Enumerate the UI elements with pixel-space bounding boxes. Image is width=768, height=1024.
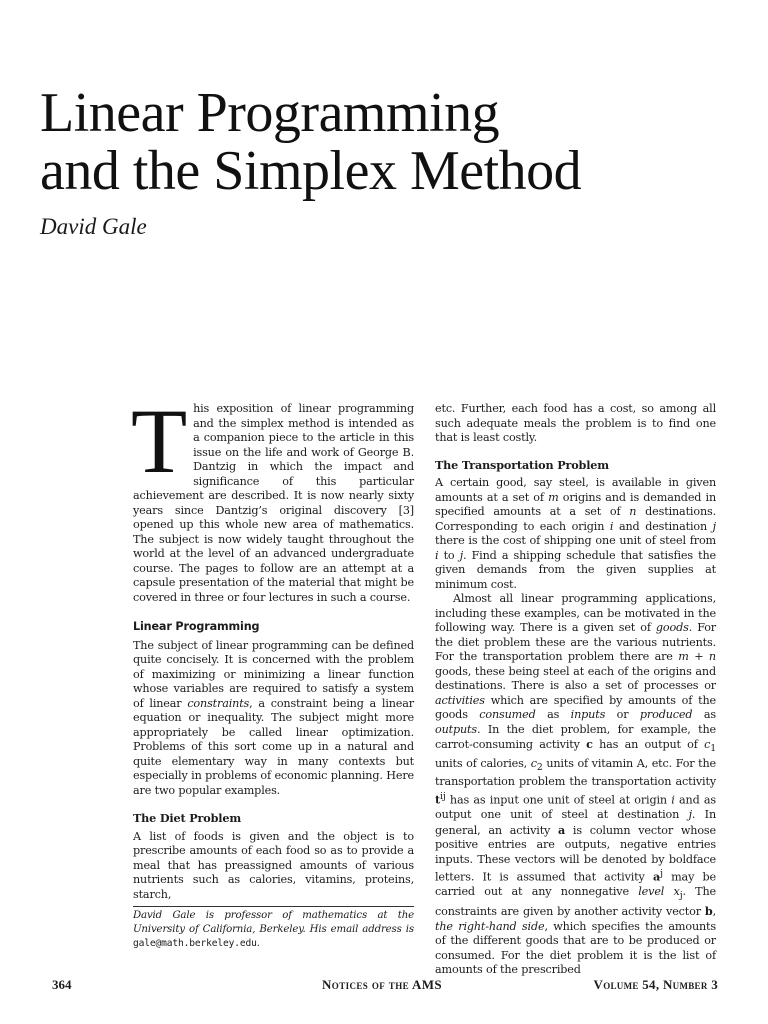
term-produced: produced [639,708,693,721]
var-m: m [548,490,559,504]
vector-c: c [586,737,593,751]
ap-text: . The constraints are given by another activity vector [435,885,717,919]
var-i: i [435,548,439,562]
ap-text: units of calories, [435,756,531,770]
term-outputs: outputs [435,722,477,736]
term-consumed: consumed [479,708,536,721]
var-i: i [671,793,675,807]
lp-text-b: , a constraint being a linear equation or inequality. The subject might more appropriately be called linear optimization. Problems of this sort come up in a natural and quite elementary way in many contexts but especially in problems of economic planning. Here are two popular examples. [133,696,414,797]
ap-text: may be carried out at any nonnegative [435,870,716,899]
intro-paragraph [131,390,414,605]
var-c1: c [704,738,711,751]
ap-text: . In general, an activity [435,808,717,837]
subscript-j: j [679,890,683,902]
ap-text: . In the diet problem, for example, the carrot-consuming activity [435,722,716,751]
title-line-1: Linear Programming [40,82,500,144]
ap-text: which are specified by amounts of the goods [435,693,716,721]
transportation-paragraph [435,476,716,592]
tp-text: . Find a shipping schedule that satisfies the given demands from the given supplies at minimum cost. [435,548,717,591]
term-goods: goods [655,621,689,634]
article-title [40,84,740,200]
vector-b: b [704,904,713,919]
vector-a: a [558,822,566,837]
subscript-2: 2 [536,761,543,773]
volume-info: Volume 54, Number 3 [593,977,718,992]
ap-text: . For the diet problem these are the various nutrients. For the transportation problem there are [435,621,716,663]
ap-text: and as output one unit of steel at destination [435,793,717,822]
ap-text: as [692,708,716,721]
expr-m-plus-n: m + n [678,650,716,663]
var-i: i [609,519,614,533]
var-xj: x [673,885,680,899]
page-footer [52,977,718,995]
right-column [435,402,716,978]
ap-text: , [712,905,716,919]
term-activities: activities [435,693,485,707]
tp-text: there is the cost of shipping one unit of steel from [435,534,716,547]
var-j: j [712,519,716,533]
footnote-end: . [256,938,260,949]
ap-text: has an output of [592,738,705,751]
section-heading-linear-programming: Linear Programming [133,620,260,633]
activities-paragraph [435,592,716,978]
footnote-text: David Gale is professor of mathematics at the University of California, Berkeley. His email address is [133,910,414,935]
vector-aj: a [652,869,661,884]
tp-text: and destination [613,519,713,533]
author-footnote [133,909,414,951]
subscript-1: 1 [710,743,716,755]
tp-text: to [438,548,460,562]
var-n: n [629,505,637,518]
superscript-j: j [660,868,663,880]
vector-t: t [435,792,441,807]
drop-cap: T [131,390,188,492]
footnote-rule [133,906,414,907]
ap-text: , which specifies the amounts of the different goods that are to be produced or consumed. For the diet problem it is the list of amounts of the prescribed [435,919,716,977]
journal-name: Notices of the AMS [322,977,443,992]
var-c2: c [530,756,537,770]
tp-text: A certain good, say steel, is available in given amounts at a set of [435,476,716,504]
var-j: j [688,808,692,822]
author-email[interactable]: gale@math.berkeley.edu [133,938,257,949]
lp-text-a: The subject of linear programming can be defined quite concisely. It is concerned with the problem of maximizing or minimizing a linear function whose variables are required to satisfy a system of linear [133,638,414,710]
ap-text: is column vector whose positive entries are outputs, negative entries inputs. These vectors will be denoted by boldface letters. It is assumed that activity [435,823,716,884]
left-column [131,390,414,902]
diet-continuation-paragraph: etc. Further, each food has a cost, so among all such adequate meals the problem is to find one that is least costly. [435,402,716,444]
ap-text: units of vitamin A, etc. For the transportation problem the transportation activity [435,756,716,789]
term-right-hand-side: the right-hand side [435,919,545,933]
author-name: David Gale [40,214,147,239]
term-inputs: inputs [570,708,606,721]
term-level: level [638,885,665,899]
diet-problem-paragraph: A list of foods is given and the object is to prescribe amounts of each food so as to provide a meal that has preassigned amounts of various nutrients such as calories, vitamins, proteins, starch, [133,829,414,901]
var-j: j [459,548,464,562]
ap-text: or [605,708,640,721]
intro-text: his exposition of linear programming and the simplex method is intended as a companion piece to the article in this issue on the life and work of George B. Dantzig in which the impact and significance of this particular achievement are described. It is now nearly sixty years since Dantzig’s original discovery [3] opened up this whole new area of mathematics. The subject is now widely taught throughout the world at the level of an advanced undergraduate course. The pages to follow are an attempt at a capsule presentation of the material that might be covered in three or four lectures in such a course. [133,402,414,604]
linear-programming-paragraph [133,639,414,799]
page-number: 364 [52,977,72,992]
lp-emphasis: constraints [187,696,250,710]
ap-text: has as input one unit of steel at origin [445,793,672,807]
tp-text: destinations. Corresponding to each origin [435,505,716,533]
ap-text: as [535,708,571,721]
title-line-2: and the Simplex Method [40,140,582,202]
tp-text: origins and is demanded in specified amounts at a set of [435,490,716,518]
ap-text: Almost all linear programming applications, including these examples, can be motivated in the following way. There is a given set of [435,592,716,634]
section-heading-diet-problem: The Diet Problem [133,811,242,825]
superscript-ij: ij [440,790,446,802]
ap-text: goods, these being steel at each of the origins and destinations. There is also a set of processes or [435,664,716,692]
section-heading-transportation-problem: The Transportation Problem [435,457,609,472]
